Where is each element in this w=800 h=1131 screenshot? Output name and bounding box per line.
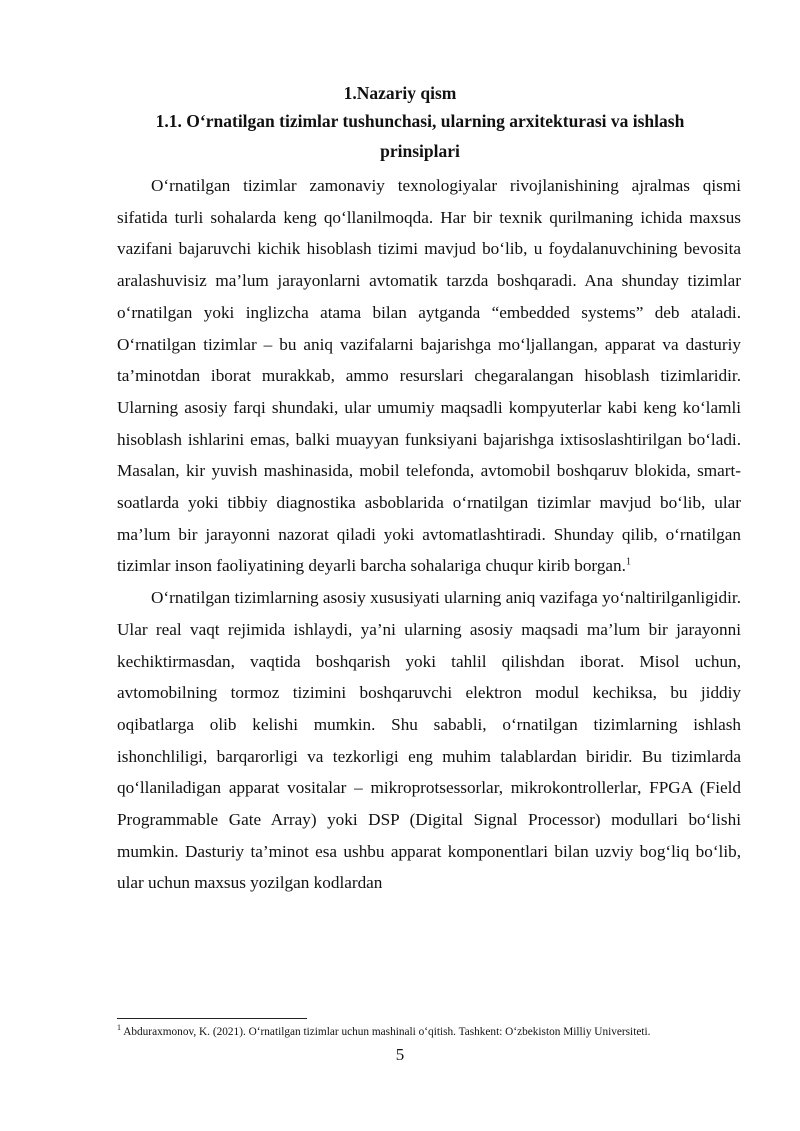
paragraph-1 — [117, 170, 741, 582]
body-text — [117, 170, 741, 899]
subsection-heading: 1.1. O‘rnatilgan tizimlar tushunchasi, ularning arxitekturasi va ishlash prinsiplari — [155, 111, 685, 161]
footnote — [117, 1025, 757, 1039]
page-number: 5 — [395, 1045, 405, 1064]
paragraph-1-text: O‘rnatilgan tizimlar zamonaviy texnologiyalar rivojlanishining ajralmas qismi sifatida turli sohalarda keng qo‘llanilmoqda. Har bir texnik qurilmaning ichida maxsus vazifani bajaruvchi kichik hisoblash tizimi mavjud bo‘lib, u foydalanuvchining bevosita aralashuvisiz ma’lum jarayonlarni avtomatik tarzda boshqaradi. Ana shunday tizimlar o‘rnatilgan yoki inglizcha atama bilan aytganda “embedded systems” deb ataladi. O‘rnatilgan tizimlar – bu aniq vazifalarni bajarishga mo‘ljallangan, apparat va dasturiy ta’minotdan iborat murakkab, ammo resurslari chegaralangan hisoblash tizimlaridir. Ularning asosiy farqi shundaki, ular umumiy maqsadli kompyuterlar kabi keng ko‘lamli hisoblash ishlarini emas, balki muayyan funksiyani bajarishga ixtisoslashtirilgan bo‘ladi. Masalan, kir yuvish mashinasida, mobil telefonda, avtomobil boshqaruv blokida, smart-soatlarda yoki tibbiy diagnostika asboblarida o‘rnatilgan tizimlar mavjud bo‘lib, ular ma’lum bir jarayonni nazorat qiladi yoki avtomatlashtiradi. Shunday qilib, o‘rnatilgan tizimlar inson faoliyatining deyarli barcha sohalariga chuqur kirib borgan. — [117, 176, 741, 576]
footnote-reference: 1 — [625, 556, 631, 568]
section-heading: 1.Nazariy qism — [343, 83, 457, 103]
paragraph-2: O‘rnatilgan tizimlarning asosiy xususiyati ularning aniq vazifaga yo‘naltirilganligidir. Ular real vaqt rejimida ishlaydi, ya’ni ularning asosiy maqsadi ma’lum bir jarayonni kechiktirmasdan, vaqtida boshqarish yoki tahlil qilishdan iborat. Misol uchun, avtomobilning tormoz tizimini boshqaruvchi elektron modul kechiksa, bu jiddiy oqibatlarga olib kelishi mumkin. Shu sababli, o‘rnatilgan tizimlarning ishlash ishonchliligi, barqarorligi va tezkorligi eng muhim talablardan biridir. Bu tizimlarda qo‘llaniladigan apparat vositalar – mikroprotsessorlar, mikrokontrollerlar, FPGA (Field Programmable Gate Array) yoki DSP (Digital Signal Processor) modullari bo‘lishi mumkin. Dasturiy ta’minot esa ushbu apparat komponentlari bilan uzviy bog‘liq bo‘lib, ular uchun maxsus yozilgan kodlardan — [117, 588, 741, 893]
footnote-marker: 1 — [117, 1023, 121, 1033]
footnote-divider — [117, 1018, 307, 1019]
footnote-text: Abduraxmonov, K. (2021). O‘rnatilgan tizimlar uchun mashinali o‘qitish. Tashkent: O‘zbekiston Milliy Universiteti. — [123, 1026, 651, 1038]
